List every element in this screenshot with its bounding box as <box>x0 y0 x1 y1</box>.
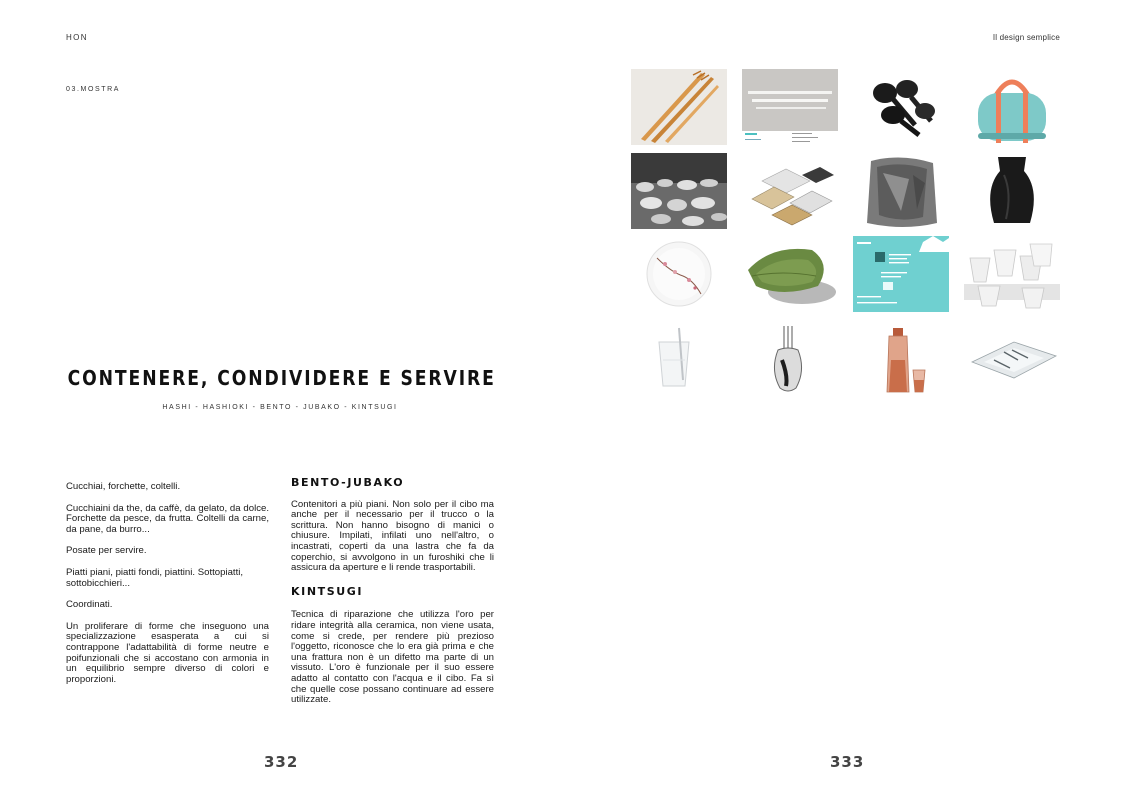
chrome-spoon-image <box>742 320 838 396</box>
paragraph: Posate per servire. <box>66 545 147 557</box>
heading-kintsugi: KINTSUGI <box>291 584 364 598</box>
page-subtitle: HASHI - HASHIOKI - BENTO - JUBAKO - KINTSUGI <box>162 404 398 411</box>
kintsugi-plate-image <box>631 236 727 312</box>
bento-boxes-image <box>742 153 838 229</box>
page-title: CONTENERE, CONDIVIDERE E SERVIRE <box>67 366 496 390</box>
running-head-right: Il design semplice <box>992 33 1060 42</box>
running-head-left: HON <box>66 33 88 42</box>
black-spoons-image <box>853 69 949 145</box>
section-label: 03.MOSTRA <box>66 86 121 93</box>
paragraph: Coordinati. <box>66 599 113 611</box>
page-number-left: 332 <box>264 753 299 771</box>
right-page <box>564 0 1128 800</box>
paragraph: Un proliferare di forme che inseguono una specializzazione esasperata a cui si contrappone l'adattabilità di forme neutre e poifunzionali che si accostano con armonia in un equilibrio sempre diverso di colori e proporzioni. <box>66 620 269 685</box>
cyan-catalog-page-image <box>853 236 949 312</box>
amber-carafe-image <box>853 320 949 396</box>
body-column-left <box>66 482 269 696</box>
paragraph: Piatti piani, piatti fondi, piattini. Sottopiatti, sottobicchieri... <box>66 566 244 589</box>
page-number-right: 333 <box>830 753 865 771</box>
heading-bento-jubako: BENTO-JUBAKO <box>291 476 405 489</box>
teal-bento-bag-image <box>964 69 1060 145</box>
green-leaf-plates-image <box>742 236 838 312</box>
glass-tray-image <box>964 320 1060 396</box>
paragraph: Tecnica di riparazione che utilizza l'oro per ridare integrità alla ceramica, non viene usata, come si crede, per rendere più prezioso l'oggetto, riconosce che lo era già prima e che una frattura non è un difetto ma parte di un vissuto. L'oro è funzionale per il suo essere adatto al contatto con l'acqua e il cibo. Fa sì che quelle cose possano continuare ad essere utilizzate. <box>291 609 494 706</box>
glass-cup-image <box>631 320 727 396</box>
black-vase-image <box>964 153 1060 229</box>
white-cups-image <box>964 236 1060 312</box>
chopsticks-packaging-image <box>742 69 838 145</box>
paragraph: Contenitori a più piani. Non solo per il cibo ma anche per il necessario per il trucco o la scrittura. Non hanno bisogno di manici o chiusure. Impilati, infilati uno nell'altro, o incastrati, coperti da una lastra che fa da coperchio, si avvolgono in un furoshiki che li assicura da aperture e li rende trasportabili. <box>291 498 494 574</box>
paragraph: Cucchiai, forchette, coltelli. <box>66 481 181 492</box>
paragraph: Cucchiaini da the, da caffè, da gelato, da dolce. Forchette da pesce, da frutta. Coltelli da carne, da pane, da burro... <box>66 502 269 535</box>
ceramic-collection-image <box>631 153 727 229</box>
silver-bag-image <box>853 153 949 229</box>
body-column-right <box>291 478 494 717</box>
wooden-forks-image <box>631 69 727 145</box>
